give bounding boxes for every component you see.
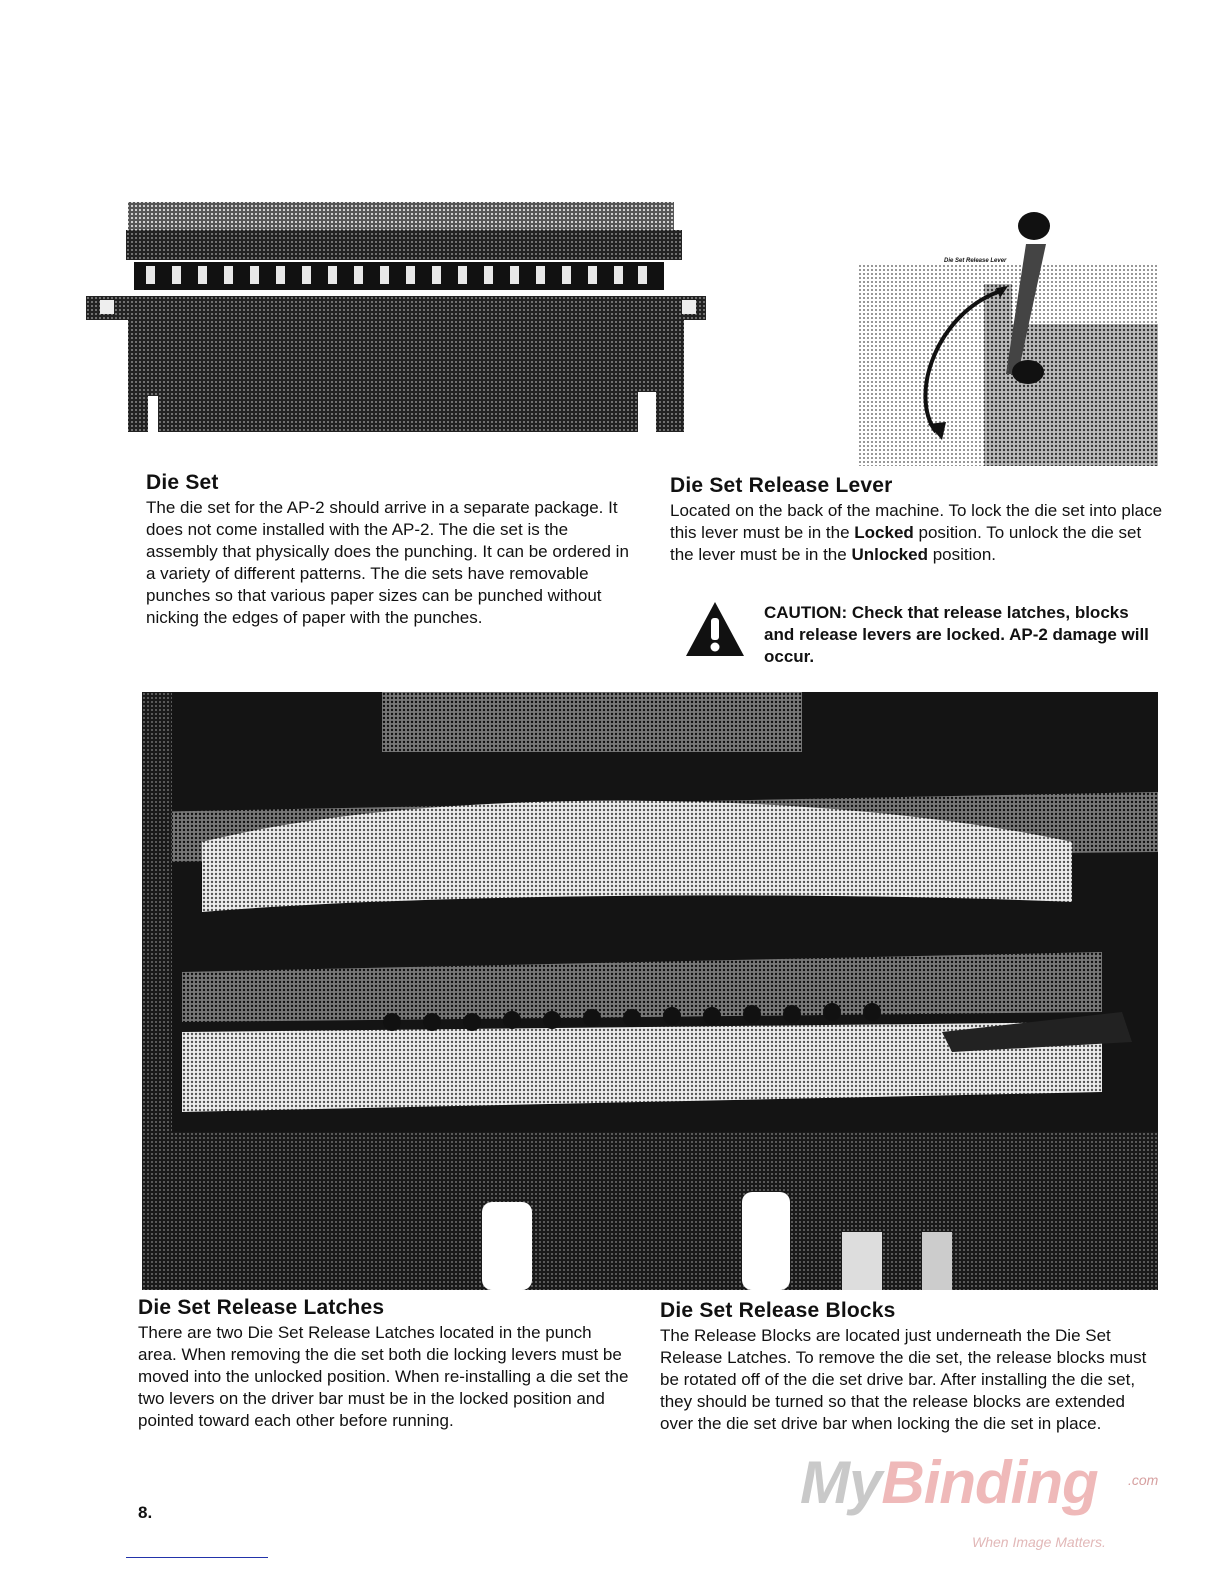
unlocked-term: Unlocked <box>851 545 928 564</box>
lever-text-2: position. To unlock the die set the lever must be in the <box>670 523 1142 564</box>
release-latches-title: Die Set Release Latches <box>138 1296 385 1319</box>
release-lever-title: Die Set Release Lever <box>670 474 893 497</box>
release-lever-description <box>670 500 1164 566</box>
page-number: 8. <box>138 1503 153 1522</box>
lever-text-1: Located on the back of the machine. To lock the die set into place this lever must be in the <box>670 501 1163 542</box>
release-lever-illustration <box>858 204 1158 466</box>
warning-icon <box>684 600 746 658</box>
watermark-my: My <box>800 1449 882 1516</box>
caution-box <box>684 600 1164 670</box>
watermark-tagline: When Image Matters. <box>972 1534 1106 1550</box>
release-lever-photo <box>858 204 1158 466</box>
die-set-section <box>146 471 646 629</box>
release-blocks-title: Die Set Release Blocks <box>660 1299 896 1322</box>
footer-line <box>126 1557 268 1558</box>
watermark-logo <box>800 1448 1160 1558</box>
release-latches-description: There are two Die Set Release Latches located in the punch area. When removing the die set both die locking levers must be moved into the unlocked position. When re-installing a die set the two levers on the driver bar must be in the locked position and pointed toward each other before running. <box>138 1323 629 1430</box>
watermark-binding: Binding <box>881 1449 1098 1516</box>
die-set-photo <box>86 196 712 432</box>
die-set-title: Die Set <box>146 471 219 494</box>
die-set-description: The die set for the AP-2 should arrive in a separate package. It does not come installed with the AP-2. The die set is the assembly that physically does the punching. It can be ordered in a variety of different patterns. The die sets have removable punches so that various paper sizes can be punched without nicking the edges of paper with the punches. <box>146 498 629 627</box>
punch-area-illustration <box>142 692 1158 1290</box>
watermark-com: .com <box>1128 1472 1159 1488</box>
die-set-illustration <box>86 196 712 432</box>
release-blocks-description: The Release Blocks are located just underneath the Die Set Release Latches. To remove the die set, the release blocks must be rotated off of the die set drive bar. After installing the die set, they should be turned so that the release blocks are extended over the die set drive bar when locking the die set in place. <box>660 1326 1147 1433</box>
locked-term: Locked <box>854 523 914 542</box>
caution-text: CAUTION: Check that release latches, blocks and release levers are locked. AP-2 damage will occur. <box>764 603 1149 666</box>
punch-area-photo <box>142 692 1158 1290</box>
lever-photo-label: Die Set Release Lever <box>944 258 1007 264</box>
lever-text-3: position. <box>927 545 997 564</box>
release-latches-section <box>138 1296 638 1432</box>
release-blocks-section <box>660 1299 1160 1435</box>
release-lever-section <box>670 474 1170 566</box>
